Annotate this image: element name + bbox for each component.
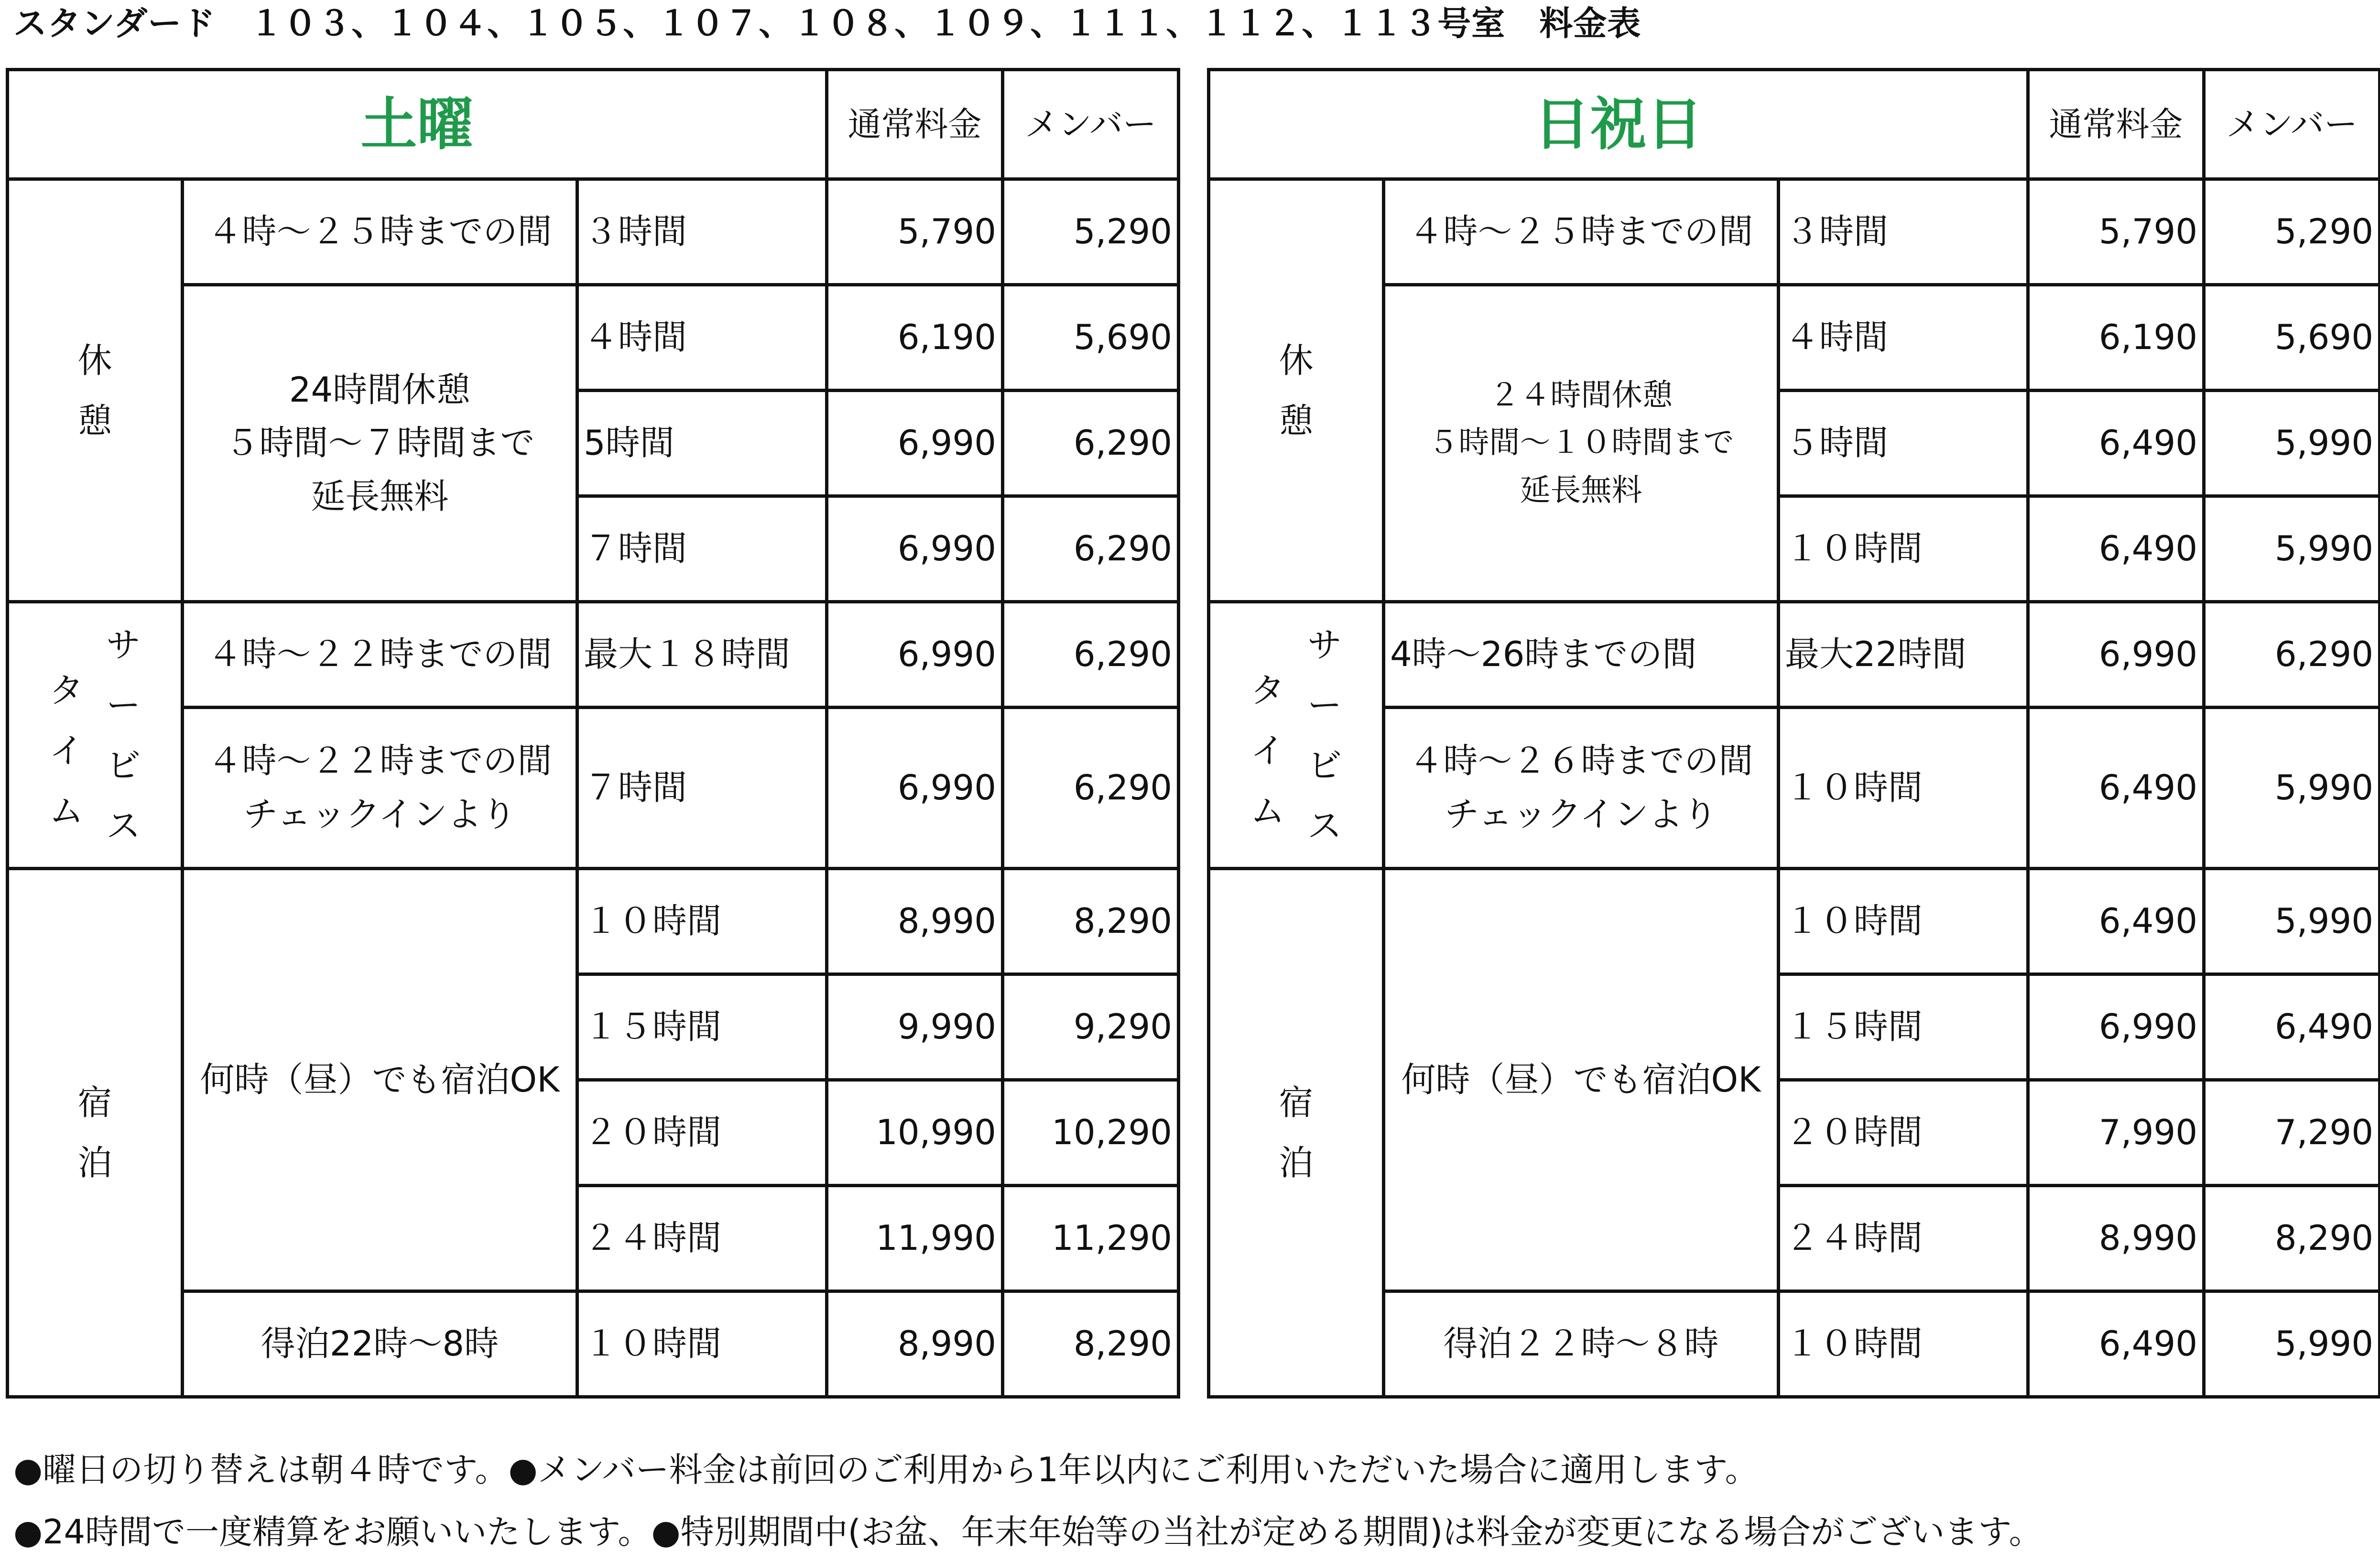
condition-line: ５時間～１０時間まで — [1390, 419, 1772, 467]
normal-price-cell: 8,990 — [827, 1291, 1003, 1397]
category-stay — [1209, 869, 1384, 1397]
rest-long-condition — [1384, 285, 1779, 602]
category-stay-char: 宿 — [77, 1082, 112, 1123]
normal-price-cell: 6,990 — [827, 496, 1003, 602]
condition-line: チェックインより — [1390, 788, 1772, 842]
category-char: ム — [49, 791, 84, 831]
member-price-cell: 9,290 — [1003, 974, 1179, 1080]
category-char: ス — [1307, 806, 1342, 846]
saturday-rate-table — [6, 68, 1180, 1399]
category-service-time — [8, 602, 183, 869]
normal-price-cell: 6,490 — [2028, 869, 2204, 974]
member-price-cell: 6,290 — [2204, 602, 2380, 708]
normal-price-cell: 8,990 — [827, 869, 1003, 974]
service-condition: ４時～２２時までの間 — [183, 602, 577, 708]
service-checkin-condition — [1384, 708, 1779, 869]
category-char: ビ — [1307, 745, 1342, 786]
service-checkin-condition — [183, 708, 577, 869]
member-price-cell: 5,990 — [2204, 391, 2380, 496]
normal-price-cell: 6,190 — [2028, 285, 2204, 391]
condition-line: チェックインより — [189, 788, 571, 842]
condition-line: 延長無料 — [189, 470, 571, 524]
member-price-cell: 5,990 — [2204, 1291, 2380, 1397]
member-price-cell: 8,290 — [1003, 869, 1179, 974]
duration-cell: １５時間 — [577, 974, 827, 1080]
member-price-cell: 6,490 — [2204, 974, 2380, 1080]
category-char: ス — [106, 806, 141, 846]
category-char: サ — [106, 625, 141, 665]
normal-price-cell: 9,990 — [827, 974, 1003, 1080]
normal-price-cell: 6,490 — [2028, 708, 2204, 869]
rest-long-condition — [183, 285, 577, 602]
saturday-title: 土曜 — [8, 70, 827, 179]
member-price-cell: 11,290 — [1003, 1186, 1179, 1291]
normal-price-cell: 10,990 — [827, 1080, 1003, 1186]
duration-cell: ４時間 — [577, 285, 827, 391]
duration-cell: ２４時間 — [1779, 1186, 2028, 1291]
member-price-cell: 5,990 — [2204, 496, 2380, 602]
duration-cell: １０時間 — [577, 1291, 827, 1397]
member-price-cell: 6,290 — [1003, 391, 1179, 496]
condition-line: ４時～２６時までの間 — [1390, 734, 1772, 788]
category-stay-char: 泊 — [77, 1143, 112, 1183]
category-char: ム — [1250, 791, 1285, 831]
normal-price-header: 通常料金 — [827, 70, 1003, 179]
member-price-cell: 7,290 — [2204, 1080, 2380, 1186]
duration-cell: 最大１８時間 — [577, 602, 827, 708]
tokutomari-condition: 得泊２２時～８時 — [1384, 1291, 1779, 1397]
stay-condition: 何時（昼）でも宿泊OK — [1384, 869, 1779, 1291]
normal-price-cell: 6,490 — [2028, 496, 2204, 602]
duration-cell: ３時間 — [1779, 179, 2028, 285]
category-char: ー — [1307, 685, 1342, 725]
category-rest — [1209, 179, 1384, 602]
member-price-cell: 6,290 — [1003, 708, 1179, 869]
member-price-cell: 5,990 — [2204, 869, 2380, 974]
duration-cell: ４時間 — [1779, 285, 2028, 391]
rest-short-condition: ４時～２５時までの間 — [183, 179, 577, 285]
category-char: イ — [49, 731, 84, 771]
duration-cell: ５時間 — [1779, 391, 2028, 496]
category-service-time — [1209, 602, 1384, 869]
category-char: サ — [1307, 625, 1342, 665]
category-rest — [8, 179, 183, 602]
member-price-cell: 5,990 — [2204, 708, 2380, 869]
duration-cell: １０時間 — [1779, 869, 2028, 974]
member-price-cell: 5,290 — [2204, 179, 2380, 285]
normal-price-header: 通常料金 — [2028, 70, 2204, 179]
member-price-cell: 8,290 — [1003, 1291, 1179, 1397]
category-char: タ — [49, 670, 84, 710]
normal-price-cell: 8,990 — [2028, 1186, 2204, 1291]
condition-line: 24時間休憩 — [189, 363, 571, 417]
normal-price-cell: 5,790 — [2028, 179, 2204, 285]
condition-line: ５時間～７時間まで — [189, 416, 571, 470]
category-rest-char: 憩 — [1279, 401, 1313, 441]
category-rest-char: 休 — [77, 340, 112, 381]
member-price-cell: 6,290 — [1003, 602, 1179, 708]
duration-cell: ２０時間 — [1779, 1080, 2028, 1186]
normal-price-cell: 7,990 — [2028, 1080, 2204, 1186]
duration-cell: ２０時間 — [577, 1080, 827, 1186]
category-char: ー — [106, 685, 141, 725]
normal-price-cell: 6,990 — [827, 602, 1003, 708]
page-title: スタンダード １０３、１０４、１０５、１０７、１０８、１０９、１１１、１１２、１１３号室 料金表 — [13, 3, 1641, 45]
footnotes — [13, 1439, 2043, 1563]
normal-price-cell: 6,990 — [2028, 602, 2204, 708]
member-price-cell: 5,690 — [1003, 285, 1179, 391]
duration-cell: １０時間 — [1779, 708, 2028, 869]
member-price-cell: 5,690 — [2204, 285, 2380, 391]
category-stay — [8, 869, 183, 1397]
category-stay-char: 宿 — [1279, 1082, 1313, 1123]
footnote-line: ●24時間で一度精算をお願いいたします。●特別期間中(お盆、年末年始等の当社が定める期間)は料金が変更になる場合がございます。 — [13, 1501, 2043, 1563]
duration-cell: ２４時間 — [577, 1186, 827, 1291]
duration-cell: ７時間 — [577, 708, 827, 869]
duration-cell: １５時間 — [1779, 974, 2028, 1080]
duration-cell: 5時間 — [577, 391, 827, 496]
category-rest-char: 休 — [1279, 340, 1313, 381]
stay-condition: 何時（昼）でも宿泊OK — [183, 869, 577, 1291]
category-rest-char: 憩 — [77, 401, 112, 441]
member-price-cell: 6,290 — [1003, 496, 1179, 602]
service-condition: 4時～26時までの間 — [1384, 602, 1779, 708]
normal-price-cell: 5,790 — [827, 179, 1003, 285]
category-char: タ — [1250, 670, 1285, 710]
rest-short-condition: ４時～２５時までの間 — [1384, 179, 1779, 285]
duration-cell: ３時間 — [577, 179, 827, 285]
category-char: イ — [1250, 731, 1285, 771]
category-stay-char: 泊 — [1279, 1143, 1313, 1183]
normal-price-cell: 6,990 — [2028, 974, 2204, 1080]
normal-price-cell: 6,490 — [2028, 1291, 2204, 1397]
duration-cell: １０時間 — [577, 869, 827, 974]
condition-line: ２４時間休憩 — [1390, 372, 1772, 419]
footnote-line: ●曜日の切り替えは朝４時です。●メンバー料金は前回のご利用から1年以内にご利用いただいた場合に適用します。 — [13, 1439, 2043, 1501]
normal-price-cell: 6,490 — [2028, 391, 2204, 496]
duration-cell: １０時間 — [1779, 496, 2028, 602]
normal-price-cell: 6,990 — [827, 391, 1003, 496]
normal-price-cell: 6,190 — [827, 285, 1003, 391]
tokutomari-condition: 得泊22時～8時 — [183, 1291, 577, 1397]
member-price-header: メンバー — [2204, 70, 2380, 179]
condition-line: ４時～２２時までの間 — [189, 734, 571, 788]
holiday-rate-table — [1207, 68, 2380, 1399]
member-price-cell: 8,290 — [2204, 1186, 2380, 1291]
member-price-cell: 10,290 — [1003, 1080, 1179, 1186]
member-price-cell: 5,290 — [1003, 179, 1179, 285]
member-price-header: メンバー — [1003, 70, 1179, 179]
duration-cell: ７時間 — [577, 496, 827, 602]
category-char: ビ — [106, 745, 141, 786]
holiday-title: 日祝日 — [1209, 70, 2028, 179]
normal-price-cell: 11,990 — [827, 1186, 1003, 1291]
duration-cell: １０時間 — [1779, 1291, 2028, 1397]
duration-cell: 最大22時間 — [1779, 602, 2028, 708]
condition-line: 延長無料 — [1390, 467, 1772, 514]
normal-price-cell: 6,990 — [827, 708, 1003, 869]
